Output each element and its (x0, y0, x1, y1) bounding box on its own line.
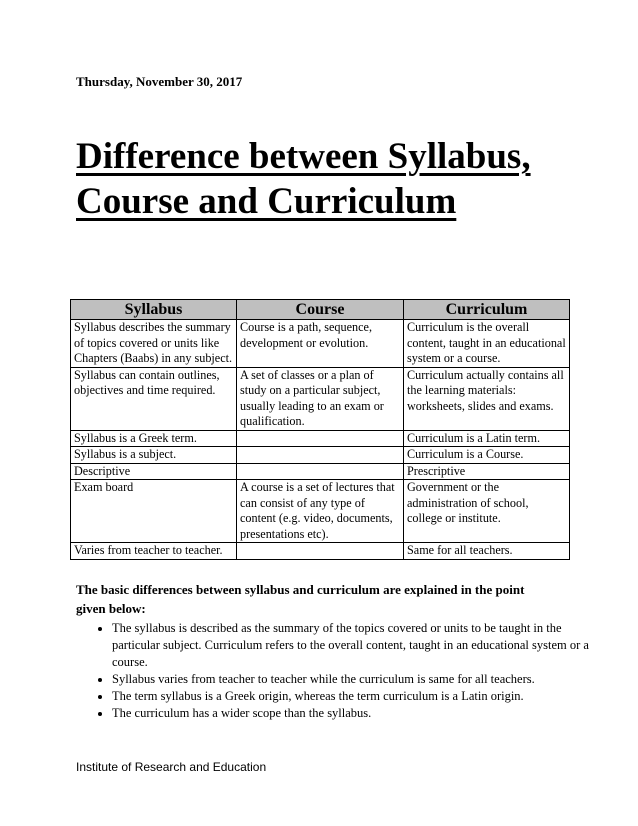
header-course: Course (237, 300, 404, 320)
table-cell: Curriculum is the overall content, taught in an educational system or a course. (404, 320, 570, 368)
table-cell: Curriculum actually contains all the learning materials: worksheets, slides and exams. (404, 367, 570, 430)
table-cell: Curriculum is a Course. (404, 447, 570, 464)
table-row (71, 320, 570, 368)
title-line-1: Difference between Syllabus, (76, 136, 531, 177)
table-cell: Descriptive (71, 463, 237, 480)
table-cell: Government or the administration of school, college or institute. (404, 480, 570, 543)
intro-paragraph: The basic differences between syllabus and curriculum are explained in the point given below: (76, 582, 525, 616)
table-row (71, 480, 570, 543)
table-cell: Curriculum is a Latin term. (404, 430, 570, 447)
title-line-2: Course and Curriculum (76, 181, 457, 222)
post-date: Thursday, November 30, 2017 (76, 74, 243, 89)
table-cell: A course is a set of lectures that can consist of any type of content (e.g. video, documents, presentations etc). (237, 480, 404, 543)
table-cell (237, 543, 404, 560)
table-cell: Exam board (71, 480, 237, 543)
footer-text: Institute of Research and Education (76, 760, 267, 774)
table-cell (237, 463, 404, 480)
table-cell: A set of classes or a plan of study on a particular subject, usually leading to an exam or qualification. (237, 367, 404, 430)
difference-list (76, 620, 602, 722)
list-item: • The curriculum has a wider scope than the syllabus. (112, 705, 602, 722)
table-row (71, 367, 570, 430)
table-cell: Syllabus describes the summary of topics covered or units like Chapters (Baabs) in any subject. (71, 320, 237, 368)
table-cell: Syllabus can contain outlines, objectives and time required. (71, 367, 237, 430)
table-cell: Varies from teacher to teacher. (71, 543, 237, 560)
table-cell: Course is a path, sequence, development or evolution. (237, 320, 404, 368)
table-cell: Syllabus is a subject. (71, 447, 237, 464)
table-cell: Prescriptive (404, 463, 570, 480)
table-cell (237, 447, 404, 464)
table-row (71, 447, 570, 464)
list-item: • The term syllabus is a Greek origin, whereas the term curriculum is a Latin origin. (112, 688, 602, 705)
table-row (71, 430, 570, 447)
table-cell: Same for all teachers. (404, 543, 570, 560)
table-cell: Syllabus is a Greek term. (71, 430, 237, 447)
header-curriculum: Curriculum (404, 300, 570, 320)
table-header-row (71, 300, 570, 320)
list-item: • The syllabus is described as the summary of the topics covered or units to be taught in the particular subject. Curriculum refers to the overall content, taught in an educational system or a course. (112, 620, 602, 671)
page-title (76, 134, 576, 224)
table-row (71, 463, 570, 480)
table-row (71, 543, 570, 560)
list-item: • Syllabus varies from teacher to teacher while the curriculum is same for all teachers. (112, 671, 602, 688)
table-cell (237, 430, 404, 447)
comparison-table (70, 299, 570, 560)
header-syllabus: Syllabus (71, 300, 237, 320)
